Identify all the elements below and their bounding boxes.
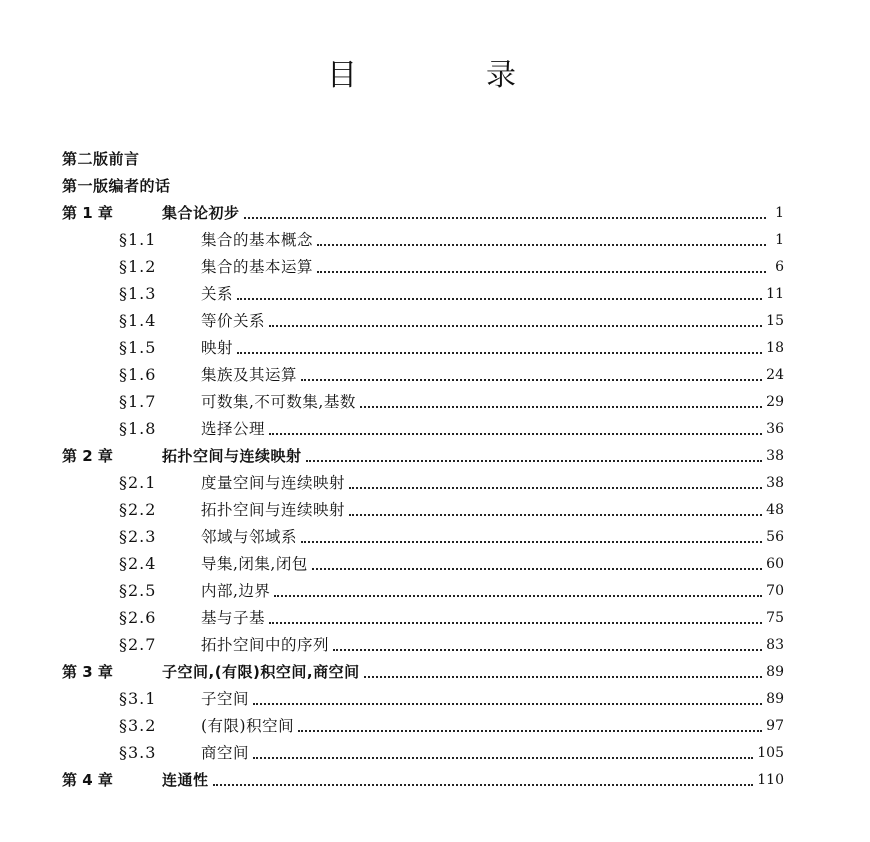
toc-entry-title: 拓扑空间与连续映射	[162, 447, 302, 465]
toc-entry-title: 第二版前言	[62, 150, 140, 168]
dot-leader	[317, 244, 766, 246]
section-number: §1.7	[119, 392, 157, 411]
section-number: §1.3	[119, 284, 157, 303]
toc-entry-title: 选择公理	[201, 420, 266, 438]
toc-entry-title: 集族及其运算	[201, 366, 298, 384]
dot-leader	[364, 676, 763, 678]
page-number: 97	[766, 718, 784, 734]
toc-section-entry[interactable]	[62, 277, 784, 304]
dot-leader	[349, 514, 762, 516]
chapter-number: 第 1 章	[62, 204, 113, 222]
section-number: §1.5	[119, 338, 157, 357]
page-number: 56	[766, 529, 784, 545]
page-number: 36	[766, 421, 784, 437]
toc-section-entry[interactable]	[62, 493, 784, 520]
page-number: 29	[766, 394, 784, 410]
toc-entry-title: 映射	[201, 339, 234, 357]
toc-entry-title: 子空间	[201, 690, 250, 708]
page-number: 15	[766, 313, 784, 329]
toc-entry-title: 导集,闭集,闭包	[201, 555, 308, 573]
toc-section-entry[interactable]	[62, 304, 784, 331]
toc-section-entry[interactable]	[62, 628, 784, 655]
toc-entry-title: 商空间	[201, 744, 250, 762]
page-number: 83	[766, 637, 784, 653]
toc-section-entry[interactable]	[62, 331, 784, 358]
page-number: 89	[766, 664, 784, 680]
toc-entry-title: 内部,边界	[201, 582, 271, 600]
toc-chapter-entry[interactable]	[62, 439, 784, 466]
dot-leader	[298, 730, 762, 732]
page-number: 38	[766, 448, 784, 464]
table-of-contents	[62, 142, 784, 790]
section-number: §3.1	[119, 689, 157, 708]
dot-leader	[333, 649, 762, 651]
page-number: 75	[766, 610, 784, 626]
page-title-char-2: 录	[486, 58, 516, 93]
section-number: §1.6	[119, 365, 157, 384]
dot-leader	[269, 325, 762, 327]
page-number: 38	[766, 475, 784, 491]
toc-section-entry[interactable]	[62, 601, 784, 628]
dot-leader	[301, 379, 762, 381]
page-number: 1	[775, 205, 784, 221]
dot-leader	[317, 271, 766, 273]
chapter-number: 第 2 章	[62, 447, 113, 465]
dot-leader	[349, 487, 762, 489]
dot-leader	[253, 703, 762, 705]
dot-leader	[269, 622, 762, 624]
toc-entry-title: 连通性	[162, 771, 209, 789]
toc-section-entry[interactable]	[62, 709, 784, 736]
dot-leader	[360, 406, 762, 408]
section-number: §1.4	[119, 311, 157, 330]
page-number: 110	[757, 772, 784, 788]
section-number: §1.2	[119, 257, 157, 276]
toc-section-entry[interactable]	[62, 358, 784, 385]
chapter-number: 第 3 章	[62, 663, 113, 681]
section-number: §1.8	[119, 419, 157, 438]
toc-entry-title: 度量空间与连续映射	[201, 474, 346, 492]
dot-leader	[306, 460, 763, 462]
dot-leader	[237, 352, 762, 354]
dot-leader	[213, 784, 754, 786]
section-number: §2.5	[119, 581, 157, 600]
section-number: §2.1	[119, 473, 157, 492]
toc-entry-title: 邻域与邻域系	[201, 528, 298, 546]
toc-section-entry[interactable]	[62, 223, 784, 250]
toc-entry-title: 可数集,不可数集,基数	[201, 393, 356, 411]
toc-entry-title: 关系	[201, 285, 234, 303]
toc-entry-title: 拓扑空间与连续映射	[201, 501, 346, 519]
toc-entry-title: 等价关系	[201, 312, 266, 330]
page-number: 70	[766, 583, 784, 599]
toc-entry-preface-first[interactable]	[62, 169, 784, 196]
page-title-char-1: 目	[327, 58, 357, 93]
toc-section-entry[interactable]	[62, 250, 784, 277]
dot-leader	[301, 541, 762, 543]
page-number: 105	[757, 745, 784, 761]
dot-leader	[237, 298, 762, 300]
page-number: 1	[775, 232, 784, 248]
page-number: 48	[766, 502, 784, 518]
toc-section-entry[interactable]	[62, 412, 784, 439]
page-number: 60	[766, 556, 784, 572]
section-number: §1.1	[119, 230, 157, 249]
toc-entry-title: 集合的基本运算	[201, 258, 314, 276]
dot-leader	[269, 433, 762, 435]
page-number: 18	[766, 340, 784, 356]
toc-entry-title: 拓扑空间中的序列	[201, 636, 330, 654]
toc-chapter-entry[interactable]	[62, 655, 784, 682]
toc-entry-title: 第一版编者的话	[62, 177, 171, 195]
toc-chapter-entry[interactable]	[62, 763, 784, 790]
dot-leader	[244, 217, 766, 219]
toc-section-entry[interactable]	[62, 682, 784, 709]
toc-section-entry[interactable]	[62, 574, 784, 601]
chapter-number: 第 4 章	[62, 771, 113, 789]
toc-section-entry[interactable]	[62, 520, 784, 547]
section-number: §2.6	[119, 608, 157, 627]
page-number: 11	[766, 286, 784, 302]
section-number: §2.4	[119, 554, 157, 573]
toc-entry-title: 集合的基本概念	[201, 231, 314, 249]
page-title	[0, 56, 870, 96]
toc-entry-title: (有限)积空间	[201, 717, 295, 735]
toc-entry-title: 集合论初步	[162, 204, 240, 222]
dot-leader	[312, 568, 762, 570]
section-number: §3.2	[119, 716, 157, 735]
section-number: §3.3	[119, 743, 157, 762]
page-number: 24	[766, 367, 784, 383]
toc-chapter-entry[interactable]	[62, 196, 784, 223]
toc-entry-title: 基与子基	[201, 609, 266, 627]
page-number: 89	[766, 691, 784, 707]
toc-section-entry[interactable]	[62, 385, 784, 412]
dot-leader	[253, 757, 753, 759]
toc-entry-title: 子空间,(有限)积空间,商空间	[162, 663, 360, 681]
section-number: §2.3	[119, 527, 157, 546]
page-number: 6	[775, 259, 784, 275]
dot-leader	[274, 595, 762, 597]
toc-entry-preface-second[interactable]	[62, 142, 784, 169]
toc-section-entry[interactable]	[62, 736, 784, 763]
section-number: §2.7	[119, 635, 157, 654]
toc-section-entry[interactable]	[62, 547, 784, 574]
toc-section-entry[interactable]	[62, 466, 784, 493]
section-number: §2.2	[119, 500, 157, 519]
